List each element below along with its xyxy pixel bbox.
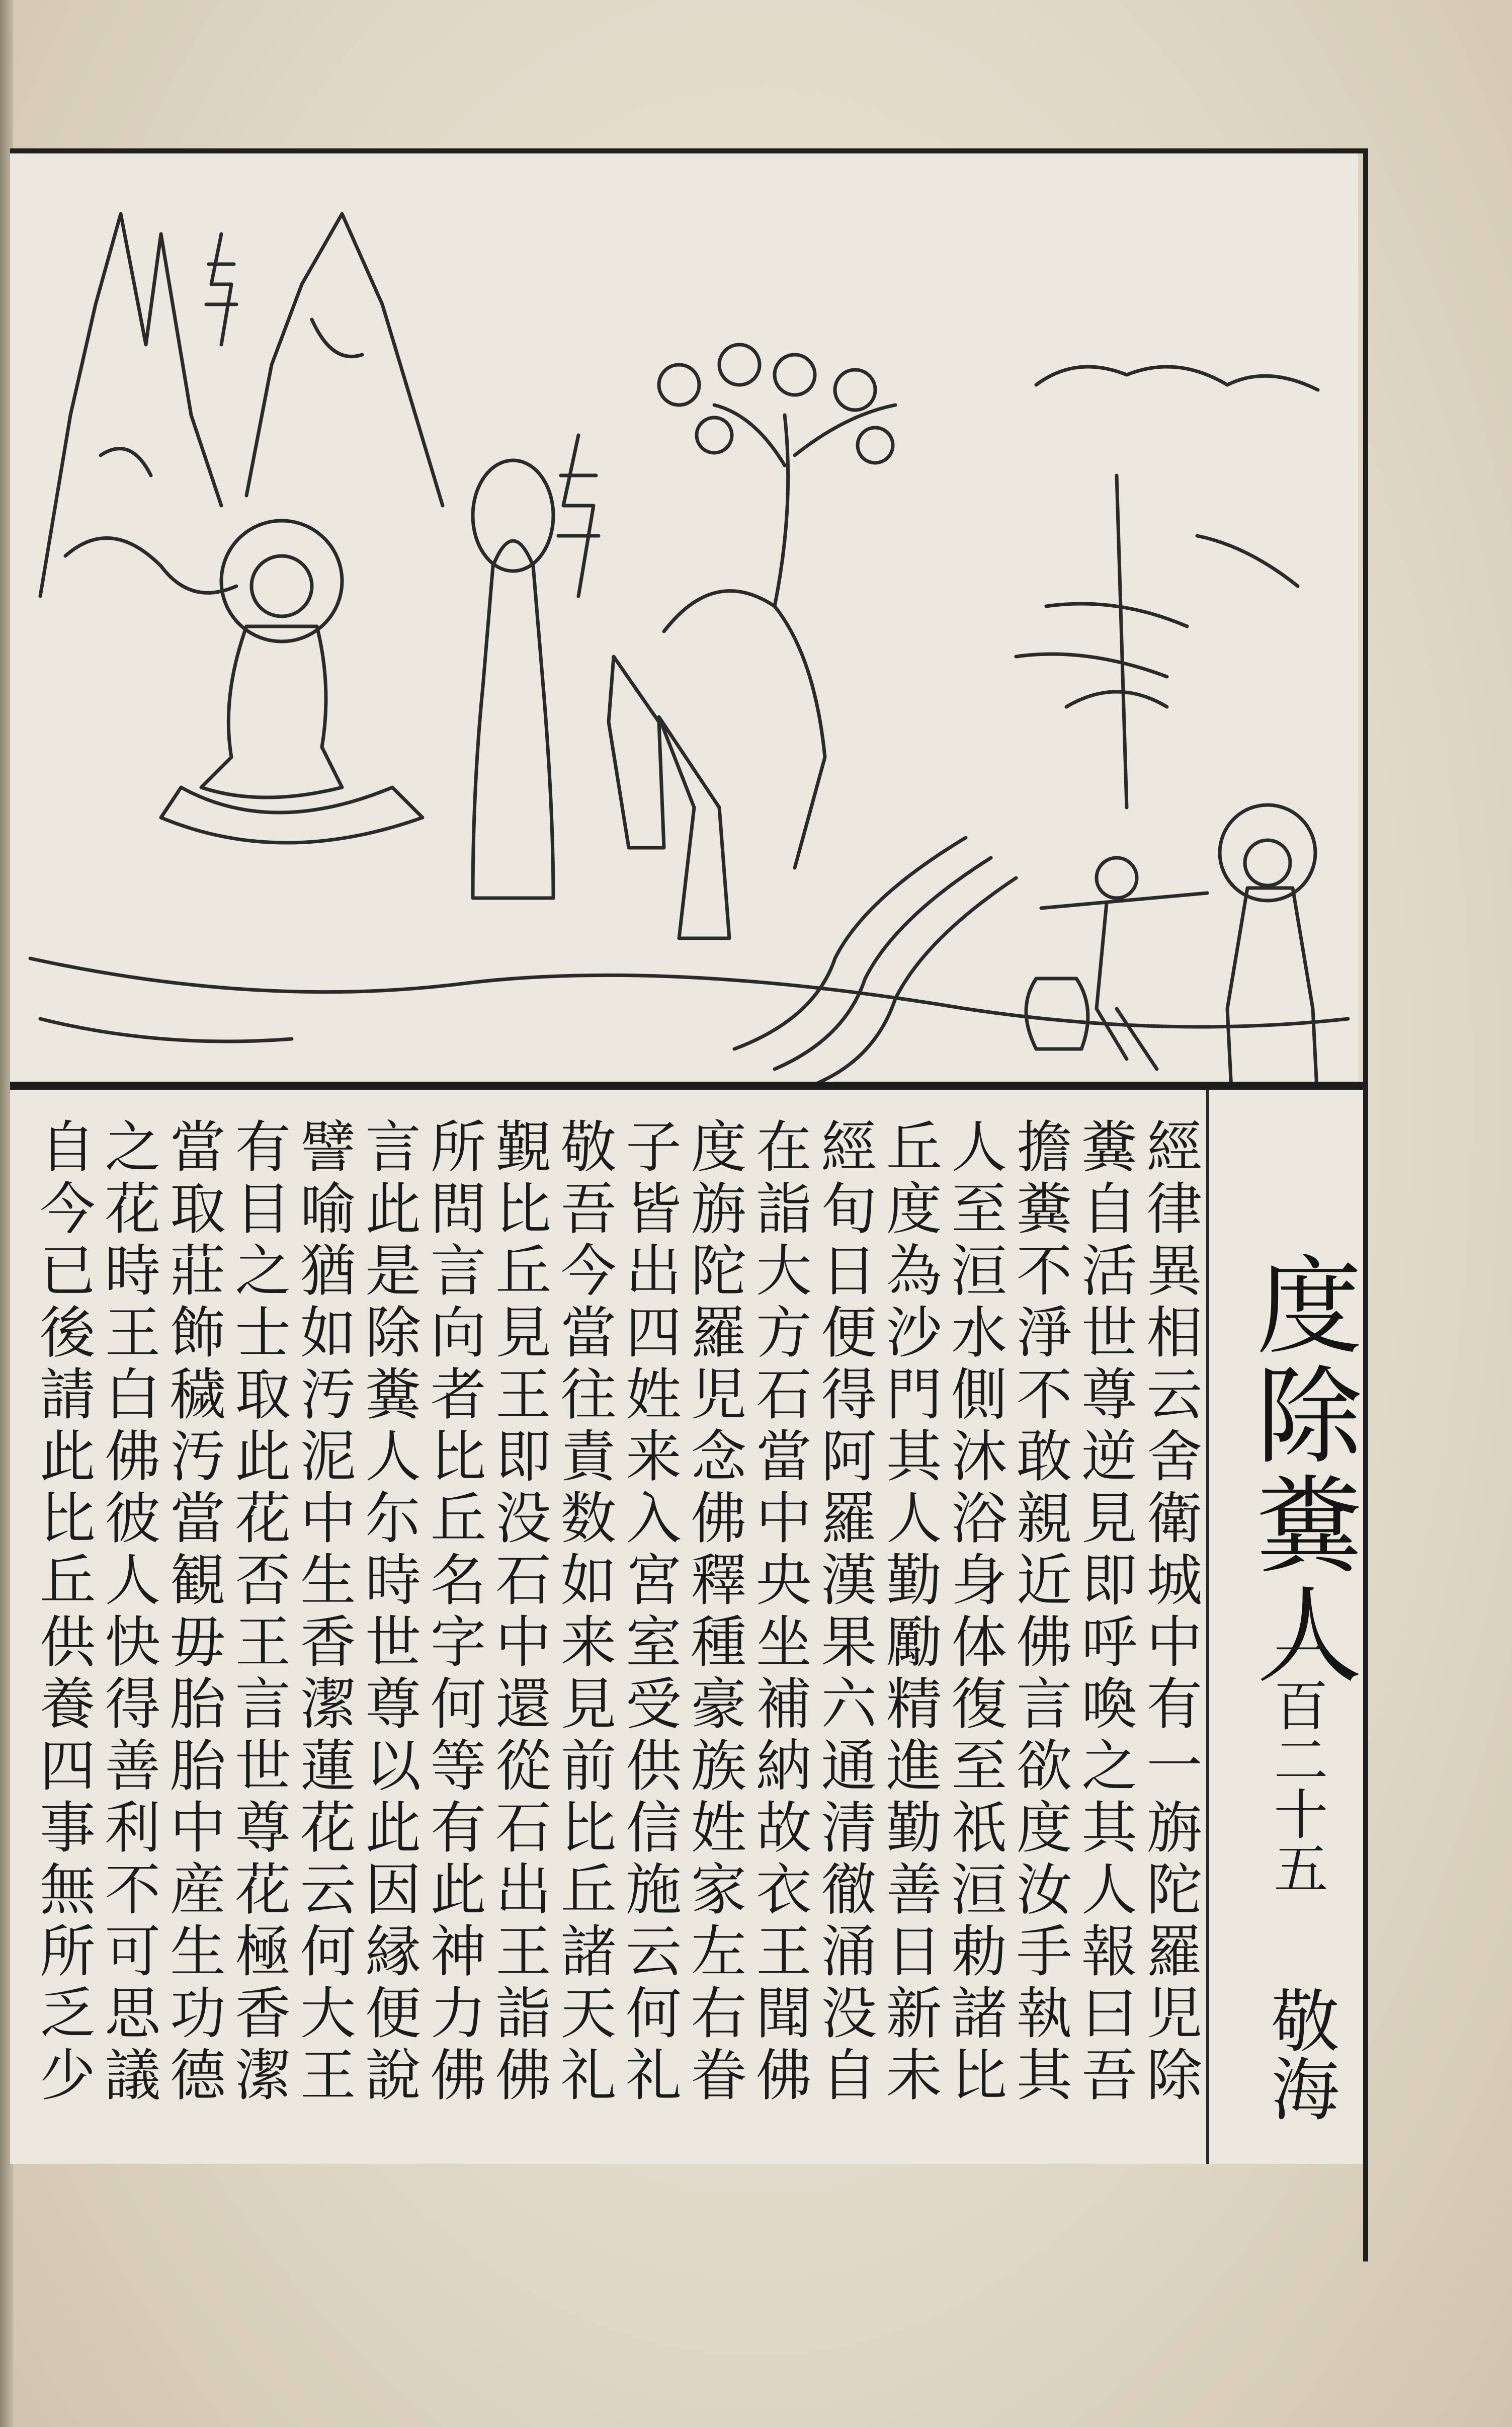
pine-tree-left (206, 234, 236, 345)
text-column: 經律異相云舍衛城中有一旃陀羅児除 (1136, 1117, 1202, 2108)
pine-tree-right (558, 435, 599, 596)
text-column: 譬喻猶如汚泥中生香潔蓮花云何大王 (290, 1117, 356, 2108)
rock-center (664, 591, 825, 868)
text-column: 覲比丘見王即没石中還從石出王詣佛 (485, 1117, 551, 2108)
text-column: 言此是除糞人尓時世尊以此因縁便說 (355, 1117, 421, 2108)
illustration-drawing (10, 153, 1358, 1084)
entry-number: 一百二十五 (1265, 1623, 1327, 1895)
woodblock-illustration (10, 153, 1358, 1084)
title-column-rule (1206, 1090, 1209, 2164)
cloud-right (1036, 367, 1318, 390)
flowering-tree (714, 405, 895, 606)
text-column: 有目之士取此花否王言世尊花極香潔 (225, 1117, 290, 2108)
text-column: 度旃陀羅児念佛釋種豪族姓家左右眷 (681, 1117, 746, 2108)
text-column: 子皆出四姓来入宮室受供信施云何礼 (616, 1117, 681, 2108)
text-column: 經旬日便得阿羅漢果六通清徹涌没自 (811, 1117, 876, 2108)
text-column: 丘度為沙門其人勤勵精進勤善日新未 (876, 1117, 942, 2108)
water-bucket (1026, 979, 1088, 1049)
porter-figure (1041, 893, 1207, 1069)
text-column: 人至洹水側沐浴身体復至祇洹勅諸比 (941, 1117, 1006, 2108)
text-column: 糞自活世尊逆見即呼喚之其人報曰吾 (1071, 1117, 1137, 2108)
river-stream (734, 838, 966, 1049)
text-panel (10, 1090, 1363, 2164)
text-column: 在詣大方石當中央坐補納故衣王聞佛 (746, 1117, 811, 2108)
seated-monk (201, 626, 342, 797)
standing-lady (473, 541, 553, 898)
mountain-range-left (40, 214, 221, 596)
section-divider (10, 1082, 1363, 1090)
standing-buddha (1227, 888, 1318, 1084)
page-title: 度除糞人 (1239, 1251, 1362, 1689)
author-name: 敬海 (1259, 1985, 1338, 2122)
text-column: 當取莊飾穢汚當観毋胎胎中産生功德 (160, 1117, 225, 2108)
text-column: 擔糞不淨不敢親近佛言欲度汝手執其 (1006, 1117, 1072, 2108)
attendant-figure (609, 657, 664, 848)
bamboo-grove (1016, 475, 1298, 807)
monk-halo (221, 521, 342, 641)
ground-line (30, 958, 1348, 1027)
text-column: 敬吾今當往責数如来見前比丘諸天礼 (550, 1117, 616, 2108)
text-column: 自今已後請此比丘供養四事無所乏少 (30, 1117, 95, 2108)
text-column: 所問言向者比丘名字何等有此神力佛 (421, 1117, 486, 2108)
text-column: 之花時王白佛彼人快得善利不可思議 (95, 1117, 160, 2108)
mountain-center (246, 214, 443, 506)
